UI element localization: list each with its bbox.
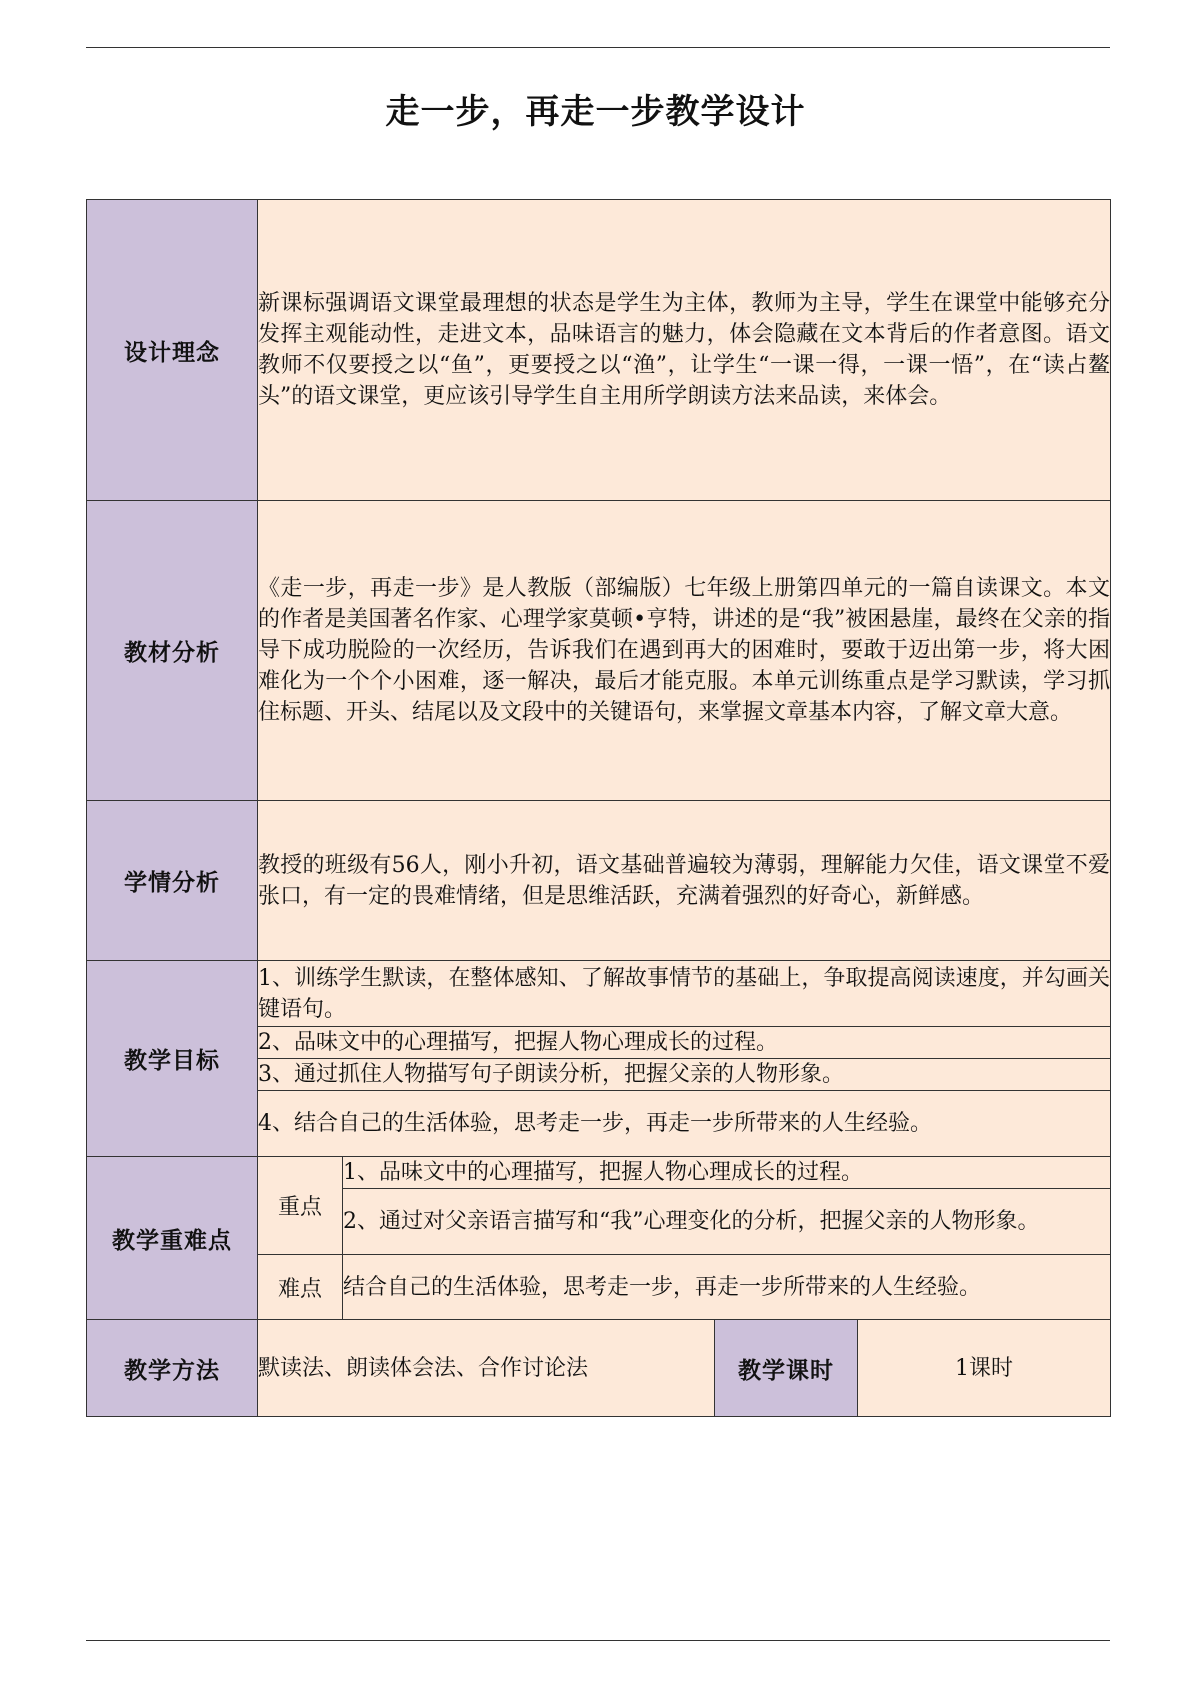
- label-methods: 教学方法: [87, 1320, 258, 1417]
- content-textbook-analysis: [258, 501, 1111, 801]
- footer-rule: [86, 1640, 1110, 1641]
- row-methods: [87, 1320, 1111, 1417]
- focus-item-text: 1、品味文中的心理描写，把握人物心理成长的过程。: [343, 1160, 863, 1185]
- lesson-plan-table: [86, 199, 1111, 1417]
- design-concept-text: 新课标强调语文课堂最理想的状态是学生为主体，教师为主导，学生在课堂中能够充分发挥主观能动性，走进文本，品味语言的魅力，体会隐藏在文本背后的作者意图。语文教师不仅要授之以“鱼”，更要授之以“渔”，让学生“一课一得，一课一悟”，在“读占鳌头”的语文课堂，更应该引导学生自主用所学朗读方法来品读，来体会。: [258, 291, 1110, 409]
- row-goal-1: [87, 961, 1111, 1027]
- difficulty-item: [343, 1255, 1111, 1320]
- label-focus: 重点: [258, 1157, 343, 1255]
- header-rule: [86, 47, 1110, 48]
- focus-item-text: 2、通过对父亲语言描写和“我”心理变化的分析，把握父亲的人物形象。: [343, 1209, 1040, 1234]
- label-teaching-goals: 教学目标: [87, 961, 258, 1157]
- label-key-points: 教学重难点: [87, 1157, 258, 1320]
- goal-item: [258, 961, 1111, 1027]
- goal-item: [258, 1091, 1111, 1157]
- focus-item: [343, 1157, 1111, 1189]
- row-design-concept: [87, 200, 1111, 501]
- label-design-concept: 设计理念: [87, 200, 258, 501]
- content-methods: 默读法、朗读体会法、合作讨论法: [258, 1320, 715, 1417]
- label-class-hours: 教学课时: [715, 1320, 858, 1417]
- focus-item: [343, 1189, 1111, 1255]
- value-class-hours: 1课时: [858, 1320, 1111, 1417]
- goal-item-text: 3、通过抓住人物描写句子朗读分析，把握父亲的人物形象。: [258, 1062, 844, 1087]
- label-difficulty: 难点: [258, 1255, 343, 1320]
- row-student-analysis: [87, 801, 1111, 961]
- difficulty-item-text: 结合自己的生活体验，思考走一步，再走一步所带来的人生经验。: [343, 1274, 982, 1300]
- goal-item: [258, 1059, 1111, 1091]
- goal-item-text: 4、结合自己的生活体验，思考走一步，再走一步所带来的人生经验。: [258, 1111, 932, 1136]
- row-textbook-analysis: [87, 501, 1111, 801]
- student-analysis-text: 教授的班级有56人，刚小升初，语文基础普遍较为薄弱，理解能力欠佳，语文课堂不爱张口，有一定的畏难情绪，但是思维活跃，充满着强烈的好奇心，新鲜感。: [258, 852, 1110, 909]
- row-focus-1: [87, 1157, 1111, 1189]
- content-student-analysis: [258, 801, 1111, 961]
- goal-item-text: 2、品味文中的心理描写，把握人物心理成长的过程。: [258, 1030, 778, 1055]
- label-textbook-analysis: 教材分析: [87, 501, 258, 801]
- content-design-concept: [258, 200, 1111, 501]
- textbook-analysis-text: 《走一步，再走一步》是人教版（部编版）七年级上册第四单元的一篇自读课文。本文的作者是美国著名作家、心理学家莫顿•亨特，讲述的是“我”被困悬崖，最终在父亲的指导下成功脱险的一次经历，告诉我们在遇到再大的困难时，要敢于迈出第一步，将大困难化为一个个小困难，逐一解决，最后才能克服。本单元训练重点是学习默读，学习抓住标题、开头、结尾以及文段中的关键语句，来掌握文章基本内容，了解文章大意。: [258, 576, 1110, 725]
- goal-item-text: 1、训练学生默读，在整体感知、了解故事情节的基础上，争取提高阅读速度，并勾画关键语句。: [258, 965, 1110, 1022]
- document-title: 走一步，再走一步教学设计: [385, 92, 806, 132]
- label-student-analysis: 学情分析: [87, 801, 258, 961]
- goal-item: [258, 1027, 1111, 1059]
